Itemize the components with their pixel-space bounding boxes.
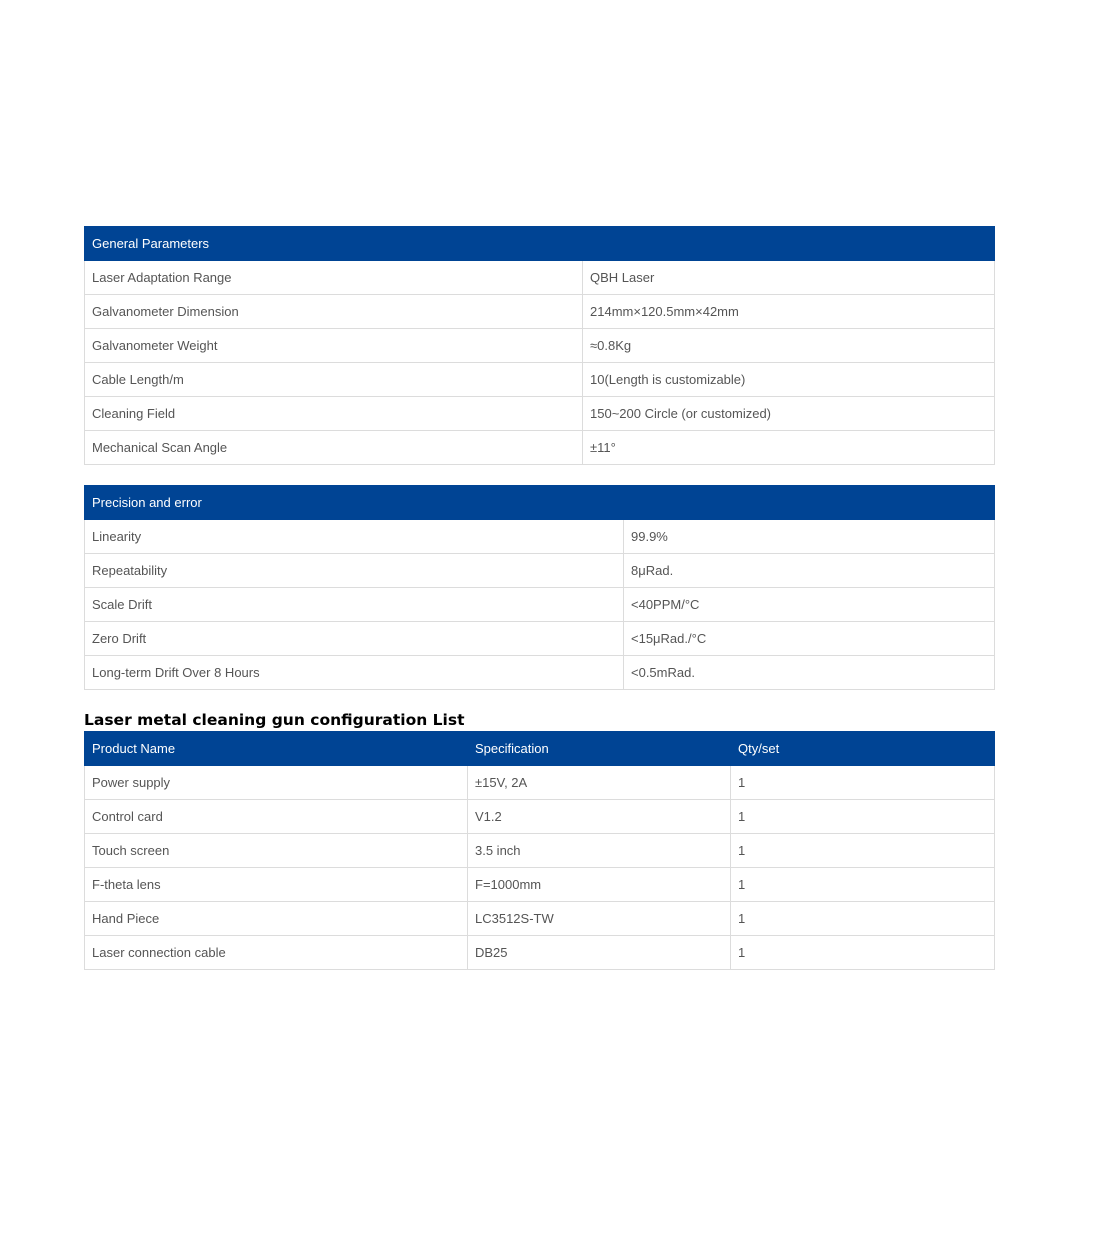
table-row [85, 936, 995, 970]
table-row [85, 902, 995, 936]
table-row [85, 295, 995, 329]
general-parameters-title: General Parameters [85, 227, 995, 261]
table-row [85, 363, 995, 397]
product-spec: DB25 [468, 936, 731, 970]
precision-error-header [85, 486, 995, 520]
product-qty: 1 [731, 800, 995, 834]
param-value: ≈0.8Kg [583, 329, 995, 363]
general-parameters-table [84, 226, 995, 465]
param-value: <40PPM/°C [624, 588, 995, 622]
param-label: Cleaning Field [85, 397, 583, 431]
table-row [85, 329, 995, 363]
param-value: 10(Length is customizable) [583, 363, 995, 397]
param-label: Galvanometer Weight [85, 329, 583, 363]
param-label: Linearity [85, 520, 624, 554]
table-row [85, 397, 995, 431]
param-label: Zero Drift [85, 622, 624, 656]
table-row [85, 520, 995, 554]
table-row [85, 834, 995, 868]
table-row [85, 431, 995, 465]
product-spec: 3.5 inch [468, 834, 731, 868]
precision-error-title: Precision and error [85, 486, 995, 520]
product-spec: V1.2 [468, 800, 731, 834]
param-label: Repeatability [85, 554, 624, 588]
param-label: Cable Length/m [85, 363, 583, 397]
column-header-product-name: Product Name [85, 732, 468, 766]
table-row [85, 261, 995, 295]
configuration-list-header [85, 732, 995, 766]
param-label: Long-term Drift Over 8 Hours [85, 656, 624, 690]
table-row [85, 800, 995, 834]
product-qty: 1 [731, 902, 995, 936]
param-value: 99.9% [624, 520, 995, 554]
param-label: Mechanical Scan Angle [85, 431, 583, 465]
product-qty: 1 [731, 834, 995, 868]
param-value: 8μRad. [624, 554, 995, 588]
param-value: 150~200 Circle (or customized) [583, 397, 995, 431]
table-row [85, 868, 995, 902]
product-qty: 1 [731, 766, 995, 800]
table-row [85, 766, 995, 800]
configuration-list-title: Laser metal cleaning gun configuration List [84, 711, 465, 729]
product-name: Control card [85, 800, 468, 834]
table-row [85, 588, 995, 622]
product-qty: 1 [731, 936, 995, 970]
product-name: Laser connection cable [85, 936, 468, 970]
table-row [85, 656, 995, 690]
table-row [85, 554, 995, 588]
product-name: Touch screen [85, 834, 468, 868]
configuration-list-table [84, 731, 995, 970]
param-label: Laser Adaptation Range [85, 261, 583, 295]
param-value: 214mm×120.5mm×42mm [583, 295, 995, 329]
product-spec: ±15V, 2A [468, 766, 731, 800]
column-header-qty: Qty/set [731, 732, 995, 766]
param-value: ±11° [583, 431, 995, 465]
spec-content [84, 226, 994, 970]
precision-error-table [84, 485, 995, 690]
table-row [85, 622, 995, 656]
product-spec: LC3512S-TW [468, 902, 731, 936]
param-label: Galvanometer Dimension [85, 295, 583, 329]
product-name: F-theta lens [85, 868, 468, 902]
column-header-specification: Specification [468, 732, 731, 766]
param-label: Scale Drift [85, 588, 624, 622]
param-value: QBH Laser [583, 261, 995, 295]
product-qty: 1 [731, 868, 995, 902]
param-value: <0.5mRad. [624, 656, 995, 690]
product-name: Hand Piece [85, 902, 468, 936]
general-parameters-header [85, 227, 995, 261]
product-spec: F=1000mm [468, 868, 731, 902]
product-name: Power supply [85, 766, 468, 800]
param-value: <15μRad./°C [624, 622, 995, 656]
